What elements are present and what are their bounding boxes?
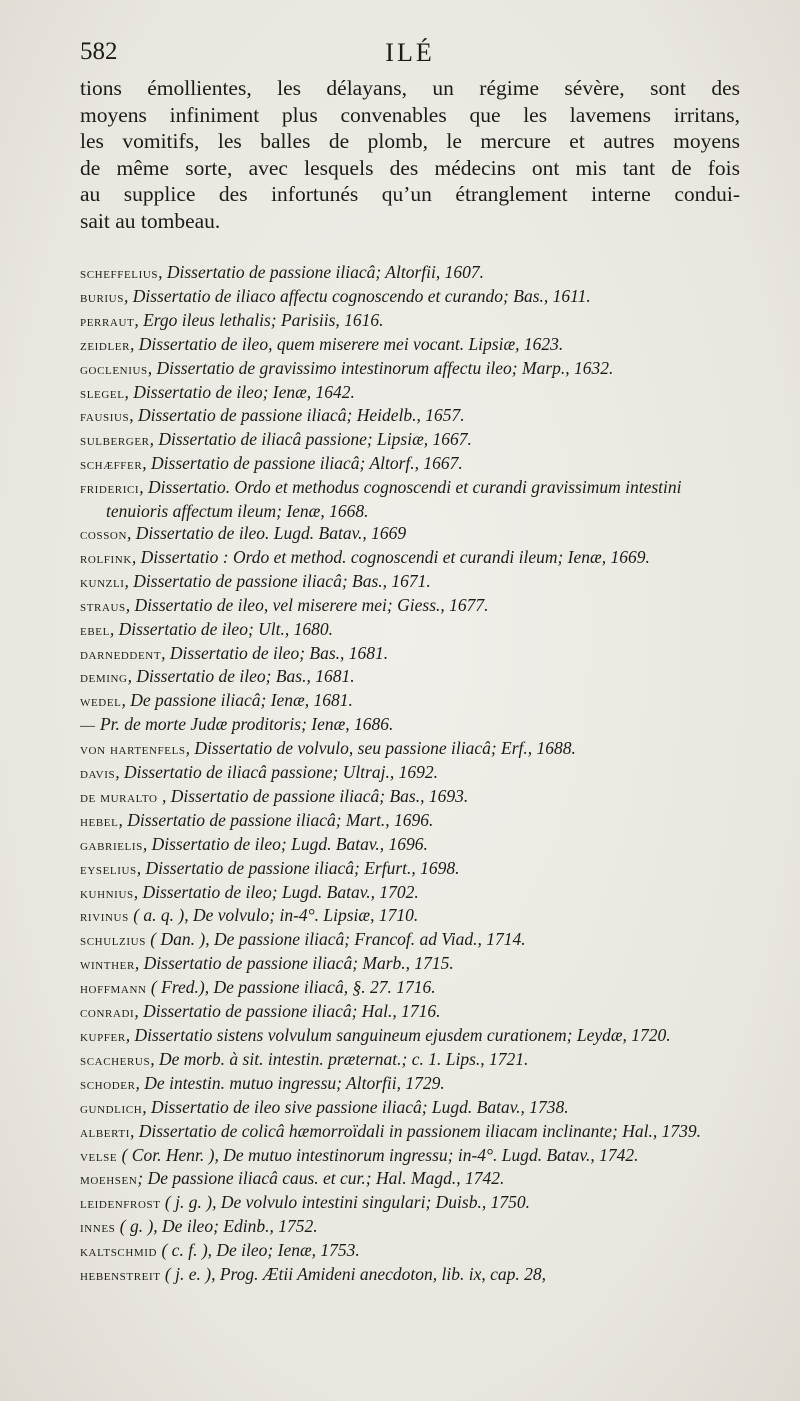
entry-author: friderici [80,481,140,498]
bibliography-entry [80,714,742,738]
entry-author: kaltschmid [80,1244,158,1261]
entry-citation: , Dissertatio. Ordo et methodus cognoscendi et curandi gravissimum intestini tenuioris affectum ileum; Ienæ, 1668. [106,477,682,522]
entry-author: burius [80,289,124,306]
entry-author: winther [80,957,135,974]
entry-author: schoder [80,1076,136,1093]
entry-author: goclenius [80,361,148,378]
entry-author: darneddent [80,646,162,663]
bibliography-entry [80,310,742,334]
entry-citation: , De passione iliacâ; Ienæ, 1681. [121,690,353,711]
bibliography-entry [80,1216,742,1240]
entry-author: slegel [80,385,125,402]
entry-author: hebenstreit [80,1268,161,1285]
entry-citation: , Dissertatio de passione iliacâ; Hal., 1716. [134,1001,441,1022]
bibliography-entry [80,786,742,810]
bibliography-entry [80,882,742,906]
bibliography-entry [80,571,742,595]
bibliography-entry [80,1145,742,1169]
bibliography-entry [80,477,742,523]
entry-citation: , Dissertatio de passione iliacâ; Bas., 1693. [157,785,469,806]
entry-citation: , Dissertatio de iliacâ passione; Ultraj., 1692. [115,762,438,783]
entry-citation: , Dissertatio de passione iliacâ; Bas., 1671. [124,570,431,591]
entry-citation: ; De passione iliacâ caus. et cur.; Hal. Magd., 1742. [137,1168,505,1189]
entry-citation: , Dissertatio de ileo; Lugd. Batav., 1702. [133,881,419,902]
entry-author: innes [80,1220,116,1237]
page-number: 582 [80,38,118,65]
entry-author: rolfink [80,550,132,567]
bibliography-entry [80,834,742,858]
entry-citation: , De intestin. mutuo ingressu; Altorfii, 1729. [135,1072,445,1093]
body-line: les vomitifs, les balles de plomb, le mercure et autres moyens [80,129,740,153]
entry-citation: , Dissertatio de passione iliacâ; Erfurt., 1698. [136,857,460,878]
bibliography-entry [80,382,742,406]
entry-citation: Pr. de morte Judæ proditoris; Ienæ, 1686. [95,714,394,735]
entry-author: gabrielis [80,837,143,854]
entry-author: gundlich [80,1100,143,1117]
body-line: moyens infiniment plus convenables que les lavemens irritans, [80,102,740,127]
entry-citation: , Dissertatio de ileo, vel miserere mei; Giess., 1677. [125,594,489,615]
bibliography-entry [80,1121,742,1145]
entry-author: zeidler [80,337,131,354]
entry-author: schulzius [80,933,146,950]
entry-citation: , Dissertatio de ileo; Ienæ, 1642. [124,381,355,402]
entry-citation: ( Cor. Henr. ), De mutuo intestinorum ingressu; in-4°. Lugd. Batav., 1742. [117,1144,639,1165]
entry-citation: , Dissertatio de passione iliacâ; Mart., 1696. [118,809,434,830]
bibliography-entry [80,738,742,762]
entry-citation: , Dissertatio de iliaco affectu cognoscendo et curando; Bas., 1611. [123,285,591,306]
bibliography-entry [80,1264,742,1288]
body-line: au supplice des infortunés qu’un étranglement interne condui- [80,182,740,206]
entry-citation: ( Fred.), De passione iliacâ, §. 27. 1716. [146,977,436,998]
entry-author: straus [80,598,126,615]
bibliography-entry [80,1168,742,1192]
bibliography-entry [80,286,742,310]
bibliography-entry [80,262,742,286]
body-line: sait au tombeau. [80,208,221,233]
entry-author: — [80,718,96,735]
entry-author: von hartenfels [80,742,186,759]
bibliography-entry [80,1240,742,1264]
entry-citation: , Dissertatio de passione iliacâ; Marb., 1715. [134,953,454,974]
entry-citation: , Dissertatio de ileo; Lugd. Batav., 1696. [142,833,428,854]
entry-author: fausius [80,409,130,426]
page-header [80,38,740,74]
entry-citation: , Dissertatio de ileo. Lugd. Batav., 1669 [127,522,407,543]
entry-citation: ( j. e. ), Prog. Ætii Amideni anecdoton, lib. ix, cap. 28, [160,1264,546,1285]
bibliography-entry [80,810,742,834]
bibliography-entry [80,905,742,929]
entry-citation: , Dissertatio de iliacâ passione; Lipsiæ, 1667. [149,429,472,450]
entry-author: leidenfrost [80,1196,161,1213]
entry-author: eyselius [80,861,137,878]
bibliography-entry [80,358,742,382]
bibliography-entry [80,453,742,477]
entry-author: davis [80,766,116,783]
bibliography-entry [80,1049,742,1073]
entry-citation: , Dissertatio de passione iliacâ; Altorfii, 1607. [158,262,484,282]
entry-author: wedel [80,694,122,711]
entry-author: de muralto [80,789,158,806]
entry-author: sulberger [80,433,150,450]
entry-citation: , Dissertatio de ileo; Ult., 1680. [109,618,334,639]
bibliography-entry [80,643,742,667]
entry-author: moehsen [80,1172,138,1189]
entry-author: schæffer [80,457,143,474]
entry-author: velse [80,1148,118,1165]
body-line: tions émollientes, les délayans, un régime sévère, sont des [80,76,740,100]
bibliography-entry [80,595,742,619]
entry-citation: ( g. ), De ileo; Edinb., 1752. [115,1216,318,1237]
bibliography-entry [80,858,742,882]
entry-citation: , Dissertatio de passione iliacâ; Heidelb., 1657. [129,405,465,426]
bibliography-entry [80,523,742,547]
bibliography-entry [80,690,742,714]
bibliography-entry [80,619,742,643]
bibliography-entry [80,666,742,690]
entry-author: scheffelius [80,266,159,282]
running-head: ILÉ [385,38,435,67]
entry-citation: ( j. g. ), De volvulo intestini singulari; Duisb., 1750. [160,1192,530,1213]
entry-citation: ( c. f. ), De ileo; Ienæ, 1753. [157,1240,360,1261]
bibliography-entry [80,405,742,429]
entry-citation: , Dissertatio de passione iliacâ; Altorf., 1667. [142,453,463,474]
entry-citation: , Dissertatio de volvulo, seu passione iliacâ; Erf., 1688. [185,738,576,759]
entry-citation: , Ergo ileus lethalis; Parisiis, 1616. [134,309,384,330]
bibliography-entry [80,334,742,358]
entry-citation: , Dissertatio de ileo; Bas., 1681. [161,642,389,663]
body-line: de même sorte, avec lesquels des médecins ont mis tant de fois [80,155,740,180]
entry-author: kunzli [80,574,125,591]
bibliography-entry [80,1001,742,1025]
bibliography-list [80,262,742,1288]
entry-citation: ( a. q. ), De volvulo; in-4°. Lipsiæ, 1710. [128,905,419,926]
entry-citation: , De morb. à sit. intestin. præternat.; c. 1. Lips., 1721. [150,1048,529,1069]
entry-author: deming [80,670,128,687]
bibliography-entry [80,1097,742,1121]
body-paragraph [80,75,740,234]
entry-author: hoffmann [80,981,147,998]
entry-citation: , Dissertatio de ileo; Bas., 1681. [127,666,355,687]
entry-author: perraut [80,313,135,330]
entry-author: rivinus [80,909,129,926]
bibliography-entry [80,953,742,977]
entry-author: ebel [80,622,110,639]
bibliography-entry [80,429,742,453]
entry-citation: , Dissertatio de colicâ hæmorroïdali in passionem iliacam inclinante; Hal., 1739. [129,1120,701,1141]
entry-citation: , Dissertatio : Ordo et method. cognoscendi et curandi ileum; Ienæ, 1669. [131,546,650,567]
entry-author: alberti [80,1124,130,1141]
entry-citation: , Dissertatio de ileo sive passione iliacâ; Lugd. Batav., 1738. [142,1096,569,1117]
entry-citation: , Dissertatio de gravissimo intestinorum affectu ileo; Marp., 1632. [147,357,614,378]
bibliography-entry [80,1073,742,1097]
entry-citation: ( Dan. ), De passione iliacâ; Francof. ad Viad., 1714. [145,929,526,950]
bibliography-entry [80,929,742,953]
bibliography-entry [80,977,742,1001]
entry-author: hebel [80,813,119,830]
entry-citation: , Dissertatio de ileo, quem miserere mei vocant. Lipsiæ, 1623. [130,333,564,354]
bibliography-entry [80,762,742,786]
entry-author: cosson [80,526,128,543]
entry-author: conradi [80,1005,135,1022]
entry-author: scacherus [80,1052,151,1069]
entry-author: kuhnius [80,885,134,902]
bibliography-entry [80,1025,742,1049]
entry-author: kupfer [80,1029,126,1045]
bibliography-entry [80,1192,742,1216]
entry-citation: , Dissertatio sistens volvulum sanguineum ejusdem curationem; Leydæ, 1720. [125,1025,671,1045]
bibliography-entry [80,547,742,571]
